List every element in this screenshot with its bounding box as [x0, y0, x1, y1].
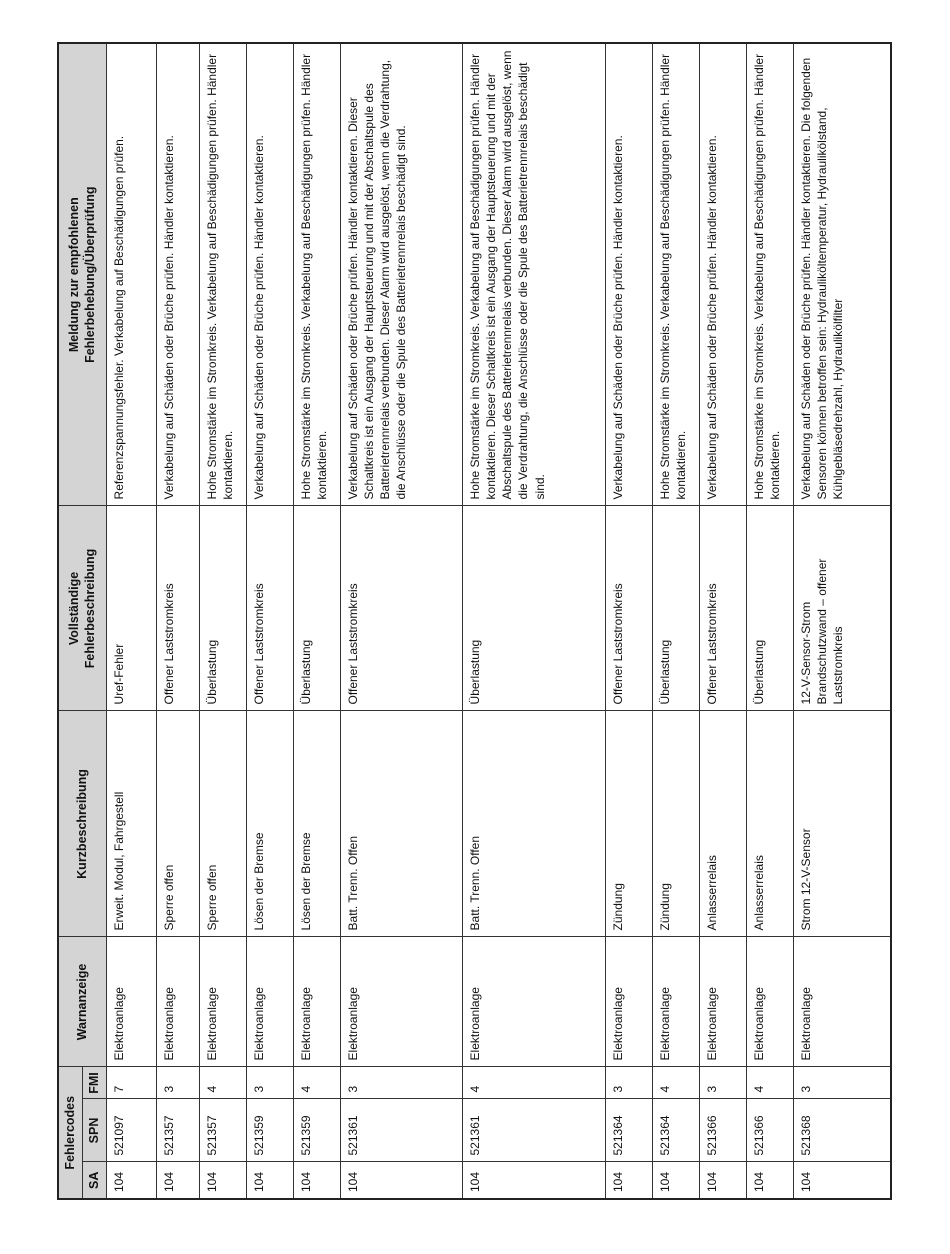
cell-spn: 521357	[156, 1099, 199, 1162]
cell-spn: 521361	[462, 1099, 605, 1162]
cell-kurzbeschreibung: Sperre offen	[199, 711, 246, 937]
cell-meldung: Hohe Stromstärke im Stromkreis. Verkabelung auf Beschädigungen prüfen. Händler kontaktieren.	[652, 43, 699, 506]
cell-fmi: 4	[652, 1067, 699, 1099]
cell-meldung: Hohe Stromstärke im Stromkreis. Verkabelung auf Beschädigungen prüfen. Händler kontaktieren.	[293, 43, 340, 506]
cell-meldung: Verkabelung auf Schäden oder Brüche prüfen. Händler kontaktieren.	[246, 43, 293, 506]
cell-spn: 521364	[605, 1099, 652, 1162]
header-sa: SA	[82, 1162, 106, 1199]
cell-fmi: 4	[199, 1067, 246, 1099]
cell-fmi: 7	[106, 1067, 156, 1099]
header-vollstaendige-line2: Fehlerbeschreibung	[83, 548, 98, 669]
table-row	[746, 43, 793, 1199]
header-meldung-line1: Meldung zur empfohlenen	[66, 197, 81, 353]
cell-kurzbeschreibung: Zündung	[652, 711, 699, 937]
header-meldung-line2: Fehlerbehebung/Überprüfung	[83, 186, 98, 363]
cell-warnanzeige: Elektroanlage	[462, 937, 605, 1067]
cell-fmi: 3	[246, 1067, 293, 1099]
cell-meldung: Verkabelung auf Schäden oder Brüche prüfen. Händler kontaktieren.	[605, 43, 652, 506]
cell-spn: 521368	[793, 1099, 891, 1162]
cell-fehlerbeschreibung: Offener Laststromkreis	[605, 506, 652, 711]
cell-fmi: 4	[746, 1067, 793, 1099]
cell-kurzbeschreibung: Batt. Trenn. Offen	[462, 711, 605, 937]
cell-fehlerbeschreibung: 12-V-Sensor-Strom Brandschutzwand – offener Laststromkreis	[793, 506, 891, 711]
cell-sa: 104	[462, 1162, 605, 1199]
table-row	[793, 43, 891, 1199]
table-row	[156, 43, 199, 1199]
header-kurzbeschreibung: Kurzbeschreibung	[58, 711, 106, 937]
cell-sa: 104	[293, 1162, 340, 1199]
cell-spn: 521361	[340, 1099, 462, 1162]
cell-fmi: 3	[156, 1067, 199, 1099]
cell-meldung: Hohe Stromstärke im Stromkreis. Verkabelung auf Beschädigungen prüfen. Händler kontaktieren.	[746, 43, 793, 506]
cell-kurzbeschreibung: Zündung	[605, 711, 652, 937]
table-row	[246, 43, 293, 1199]
cell-fmi: 3	[699, 1067, 746, 1099]
cell-warnanzeige: Elektroanlage	[652, 937, 699, 1067]
fault-code-table	[57, 42, 892, 1200]
cell-warnanzeige: Elektroanlage	[699, 937, 746, 1067]
table-row	[699, 43, 746, 1199]
cell-sa: 104	[156, 1162, 199, 1199]
header-vollstaendige-fehlerbeschreibung	[58, 506, 106, 711]
cell-warnanzeige: Elektroanlage	[156, 937, 199, 1067]
cell-warnanzeige: Elektroanlage	[199, 937, 246, 1067]
header-warnanzeige: Warnanzeige	[58, 937, 106, 1067]
cell-sa: 104	[340, 1162, 462, 1199]
cell-warnanzeige: Elektroanlage	[340, 937, 462, 1067]
cell-meldung: Verkabelung auf Schäden oder Brüche prüfen. Händler kontaktieren. Dieser Schaltkreis ist ein Ausgang der Hauptsteuerung und mit der Abschaltspule des Batterietrennrelais verbunden. Dieser Alarm wird ausgelöst, wenn die Verdrahtung, die Anschlüsse oder die Spule des Batterietrennrelais beschädigt sind.	[340, 43, 462, 506]
table-row	[106, 43, 156, 1199]
cell-fmi: 3	[340, 1067, 462, 1099]
cell-kurzbeschreibung: Lösen der Bremse	[293, 711, 340, 937]
cell-fehlerbeschreibung: Offener Laststromkreis	[699, 506, 746, 711]
table-row	[652, 43, 699, 1199]
cell-sa: 104	[699, 1162, 746, 1199]
cell-spn: 521364	[652, 1099, 699, 1162]
cell-kurzbeschreibung: Erweit. Modul, Fahrgestell	[106, 711, 156, 937]
table-row	[605, 43, 652, 1199]
header-meldung	[58, 43, 106, 506]
cell-kurzbeschreibung: Batt. Trenn. Offen	[340, 711, 462, 937]
cell-fmi: 4	[462, 1067, 605, 1099]
cell-meldung: Hohe Stromstärke im Stromkreis. Verkabelung auf Beschädigungen prüfen. Händler kontaktieren. Dieser Schaltkreis ist ein Ausgang der Hauptsteuerung und mit der Abschaltspule des Batterietrennrelais verbunden. Dieser Alarm wird ausgelöst, wenn die Verdrahtung, die Anschlüsse oder die Spule des Batterietrennrelais beschädigt sind.	[462, 43, 605, 506]
cell-spn: 521366	[699, 1099, 746, 1162]
cell-spn: 521357	[199, 1099, 246, 1162]
header-fmi: FMI	[82, 1067, 106, 1099]
cell-fehlerbeschreibung: Überlastung	[462, 506, 605, 711]
cell-warnanzeige: Elektroanlage	[605, 937, 652, 1067]
table-row	[462, 43, 605, 1199]
cell-kurzbeschreibung: Lösen der Bremse	[246, 711, 293, 937]
cell-sa: 104	[246, 1162, 293, 1199]
header-fehlercodes: Fehlercodes	[58, 1067, 82, 1199]
cell-warnanzeige: Elektroanlage	[293, 937, 340, 1067]
table-row	[199, 43, 246, 1199]
header-spn: SPN	[82, 1099, 106, 1162]
table-row	[340, 43, 462, 1199]
header-vollstaendige-line1: Vollständige	[66, 571, 81, 646]
cell-fehlerbeschreibung: Uref-Fehler	[106, 506, 156, 711]
cell-spn: 521359	[246, 1099, 293, 1162]
cell-sa: 104	[652, 1162, 699, 1199]
cell-warnanzeige: Elektroanlage	[793, 937, 891, 1067]
cell-spn: 521366	[746, 1099, 793, 1162]
cell-warnanzeige: Elektroanlage	[106, 937, 156, 1067]
cell-kurzbeschreibung: Sperre offen	[156, 711, 199, 937]
cell-meldung: Hohe Stromstärke im Stromkreis. Verkabelung auf Beschädigungen prüfen. Händler kontaktieren.	[199, 43, 246, 506]
cell-sa: 104	[746, 1162, 793, 1199]
cell-meldung: Verkabelung auf Schäden oder Brüche prüfen. Händler kontaktieren. Die folgenden Sensoren können betroffen sein: Hydrauliköltemperatur, Hydraulikölstand, Kühlgebläsedrehzahl, Hydraulikölfilter	[793, 43, 891, 506]
cell-meldung: Verkabelung auf Schäden oder Brüche prüfen. Händler kontaktieren.	[156, 43, 199, 506]
table-row	[293, 43, 340, 1199]
cell-spn: 521097	[106, 1099, 156, 1162]
cell-kurzbeschreibung: Anlasserrelais	[699, 711, 746, 937]
cell-kurzbeschreibung: Anlasserrelais	[746, 711, 793, 937]
cell-fehlerbeschreibung: Überlastung	[199, 506, 246, 711]
cell-fmi: 3	[605, 1067, 652, 1099]
cell-kurzbeschreibung: Strom 12-V-Sensor	[793, 711, 891, 937]
cell-sa: 104	[199, 1162, 246, 1199]
rotated-page	[57, 40, 893, 1200]
cell-fmi: 3	[793, 1067, 891, 1099]
cell-fehlerbeschreibung: Überlastung	[652, 506, 699, 711]
cell-warnanzeige: Elektroanlage	[246, 937, 293, 1067]
cell-meldung: Verkabelung auf Schäden oder Brüche prüfen. Händler kontaktieren.	[699, 43, 746, 506]
cell-meldung: Referenzspannungsfehler. Verkabelung auf Beschädigungen prüfen.	[106, 43, 156, 506]
cell-sa: 104	[106, 1162, 156, 1199]
cell-sa: 104	[605, 1162, 652, 1199]
cell-sa: 104	[793, 1162, 891, 1199]
cell-fehlerbeschreibung: Überlastung	[293, 506, 340, 711]
cell-spn: 521359	[293, 1099, 340, 1162]
cell-warnanzeige: Elektroanlage	[746, 937, 793, 1067]
cell-fehlerbeschreibung: Überlastung	[746, 506, 793, 711]
cell-fehlerbeschreibung: Offener Laststromkreis	[340, 506, 462, 711]
cell-fmi: 4	[293, 1067, 340, 1099]
cell-fehlerbeschreibung: Offener Laststromkreis	[156, 506, 199, 711]
cell-fehlerbeschreibung: Offener Laststromkreis	[246, 506, 293, 711]
